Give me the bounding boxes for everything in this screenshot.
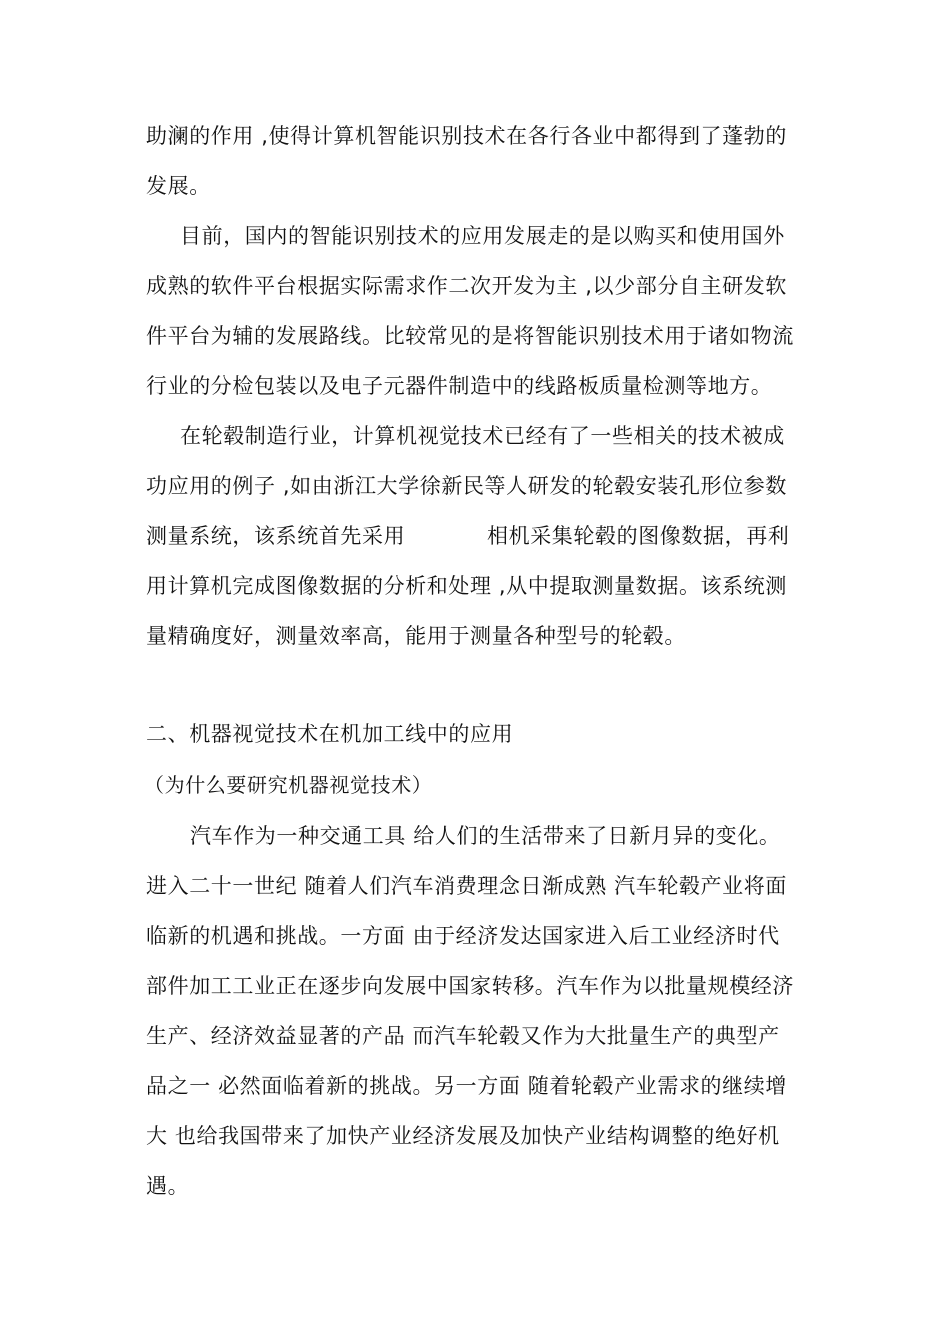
paragraph-4-line-1: 汽车作为一种交通工具 给人们的生活带来了日新月异的变化。 xyxy=(190,824,781,848)
paragraph-2-line-1: 目前，国内的智能识别技术的应用发展走的是以购买和使用国外 xyxy=(180,224,785,248)
paragraph-4-line-6: 品之一 必然面临着新的挑战。另一方面 随着轮毂产业需求的继续增 xyxy=(146,1074,787,1098)
section-heading: 二、机器视觉技术在机加工线中的应用 xyxy=(146,722,514,746)
paragraph-4-line-2: 进入二十一世纪 随着人们汽车消费理念日渐成熟 汽车轮毂产业将面 xyxy=(146,874,787,898)
paragraph-2-line-3: 件平台为辅的发展路线。比较常见的是将智能识别技术用于诸如物流 xyxy=(146,324,794,348)
section-subheading: （为什么要研究机器视觉技术） xyxy=(144,773,433,797)
paragraph-1-line-2: 发展。 xyxy=(146,174,211,198)
paragraph-3-line-3b: 相机采集轮毂的图像数据，再利 xyxy=(487,524,790,548)
paragraph-1-line-1: 助澜的作用 ,使得计算机智能识别技术在各行各业中都得到了蓬勃的 xyxy=(146,124,787,148)
paragraph-2-line-4: 行业的分检包装以及电子元器件制造中的线路板质量检测等地方。 xyxy=(146,374,773,398)
paragraph-4-line-5: 生产、经济效益显著的产品 而汽车轮毂又作为大批量生产的典型产 xyxy=(146,1024,780,1048)
paragraph-3-line-4: 用计算机完成图像数据的分析和处理 ,从中提取测量数据。该系统测 xyxy=(146,574,787,598)
paragraph-4-line-4: 部件加工工业正在逐步向发展中国家转移。汽车作为以批量规模经济 xyxy=(146,974,794,998)
paragraph-4-line-8: 遇。 xyxy=(146,1174,190,1198)
paragraph-3-line-5: 量精确度好，测量效率高，能用于测量各种型号的轮毂。 xyxy=(146,624,686,648)
paragraph-3-line-1: 在轮毂制造行业，计算机视觉技术已经有了一些相关的技术被成 xyxy=(180,424,785,448)
paragraph-3-line-3a: 测量系统，该系统首先采用 xyxy=(146,524,406,548)
paragraph-3-line-2: 功应用的例子 ,如由浙江大学徐新民等人研发的轮毂安装孔形位参数 xyxy=(146,474,787,498)
paragraph-2-line-2: 成熟的软件平台根据实际需求作二次开发为主 ,以少部分自主研发软 xyxy=(146,274,787,298)
paragraph-4-line-3: 临新的机遇和挑战。一方面 由于经济发达国家进入后工业经济时代 xyxy=(146,924,780,948)
paragraph-4-line-7: 大 也给我国带来了加快产业经济发展及加快产业结构调整的绝好机 xyxy=(146,1124,780,1148)
